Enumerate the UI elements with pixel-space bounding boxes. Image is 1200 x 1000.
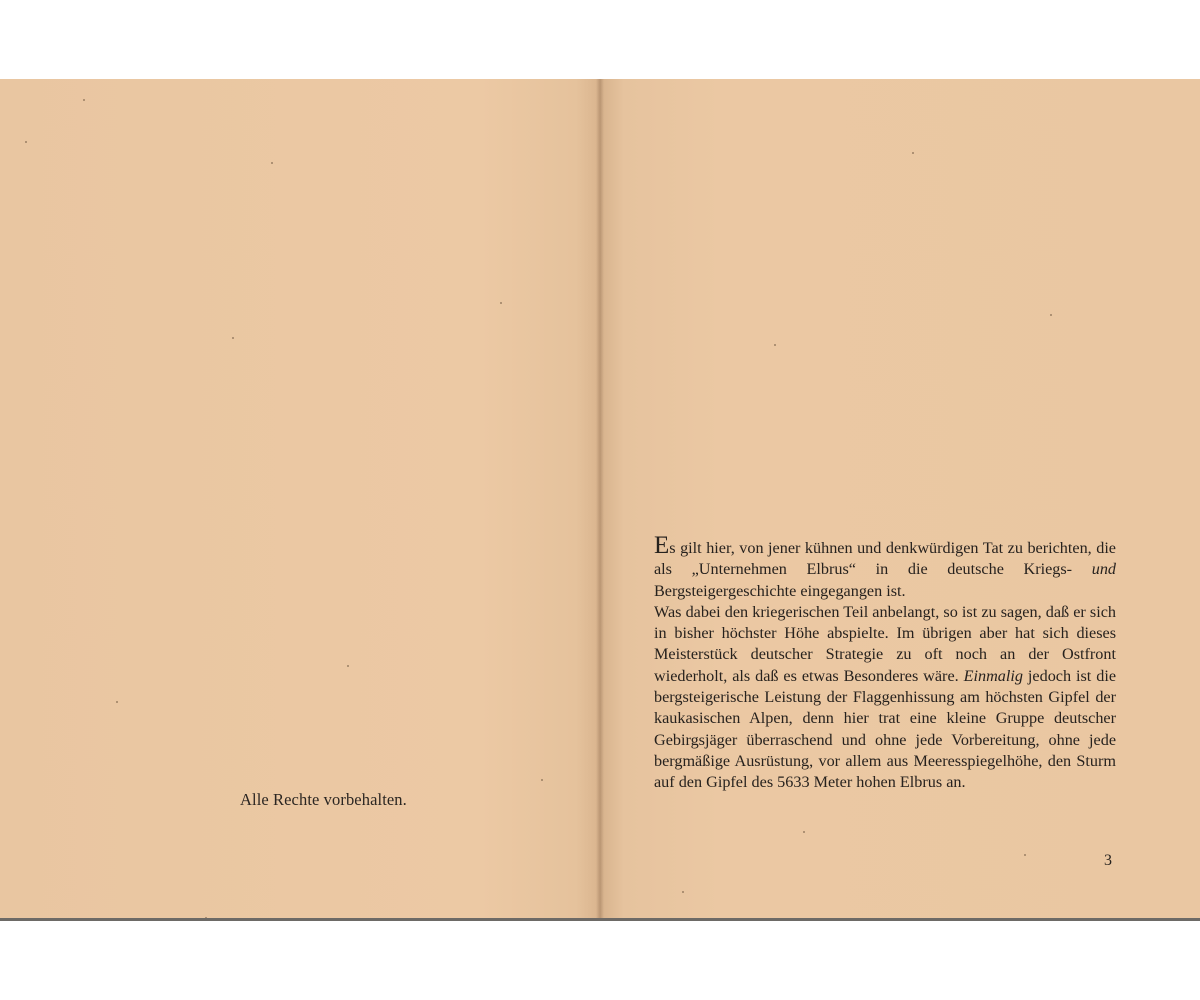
open-booklet-spread [0,79,1200,921]
paper-speck [541,779,543,781]
drop-cap: E [654,532,670,559]
paper-speck [25,141,27,143]
paper-speck [83,99,85,101]
paper-speck [912,152,914,154]
right-page [600,79,1200,921]
paragraph-1 [654,532,1116,602]
paragraph-1-rest: Bergsteigergeschichte eingegangen ist. [654,581,906,600]
paragraph-2 [654,602,1116,794]
paper-speck [116,701,118,703]
main-text-block [654,532,1117,794]
paper-speck [232,337,234,339]
paragraph-2-italic: Einmalig [963,666,1023,685]
paragraph-2-rest: jedoch ist die bergsteigerische Leistung der Flaggenhissung am höchsten Gipfel der kaukasischen Alpen, denn hier trat eine kleine Gruppe deutscher Gebirgsjäger überraschend und ohne jede Vorbereitung, ohne jede bergmäßige Ausrüstung, vor allem aus Meeresspiegelhöhe, den Sturm auf den Gipfel des 5633 Meter hohen Elbrus an. [654,666,1117,792]
rights-notice: Alle Rechte vorbehalten. [240,790,407,809]
paper-speck [205,917,207,919]
left-page [0,79,600,921]
paper-speck [271,162,273,164]
paragraph-2-lead: Was dabei den kriegerischen Teil anbelangt, so ist zu sagen, daß er sich in bisher höchster Höhe abspielte. Im übrigen aber hat sich dieses Meisterstück deutscher Strategie zu oft noch an der Ostfront wiederholt, als daß es etwas Besonderes wäre. [654,602,1116,685]
book-gutter [596,79,604,921]
paper-speck [500,302,502,304]
paper-speck [1024,854,1026,856]
paper-speck [1050,314,1052,316]
paper-speck [682,891,684,893]
paragraph-1-lead: s gilt hier, von jener kühnen und denkwürdigen Tat zu berichten, die als „Unternehmen Elbrus“ in die deutsche Kriegs- [654,539,1116,579]
paper-speck [803,831,805,833]
paper-speck [774,344,776,346]
page-number: 3 [1104,852,1112,869]
paragraph-1-italic: und [1091,560,1116,579]
paper-speck [347,665,349,667]
